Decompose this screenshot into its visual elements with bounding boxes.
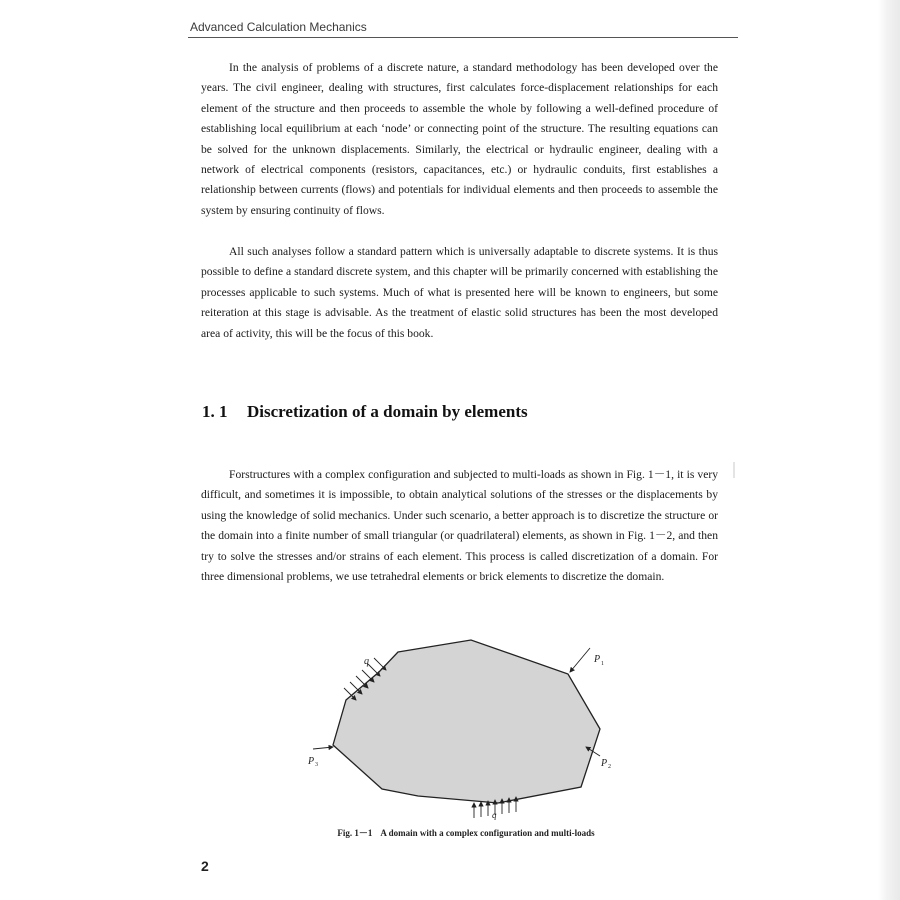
page-number: 2: [201, 858, 209, 874]
paragraph-3: Forstructures with a complex configuration and subjected to multi-loads as shown in Fig. 1－1, it is very difficult, and sometimes it is impossible, to obtain analytical solutions of the stresses or the displacements by using the knowledge of solid mechanics. Under such scenario, a better approach is to discretize the structure or the domain into a finite number of small triangular (or quadrilateral) elements, as shown in Fig. 1－2, and then try to solve the stresses and/or strains of each element. This process is called discretization of a domain. For three dimensional problems, we use tetrahedral elements or brick elements to discretize the domain.: [201, 468, 718, 584]
figure-caption-label: Fig. 1－1: [337, 828, 373, 838]
running-header: Advanced Calculation Mechanics: [190, 20, 367, 34]
force-p3-arrow: [313, 747, 333, 749]
label-p1: P: [594, 654, 601, 665]
label-q-top: q: [364, 656, 369, 667]
section-heading: [202, 402, 528, 422]
paragraph-2: All such analyses follow a standard pattern which is universally adaptable to discrete systems. It is thus possible to define a standard discrete system, and this chapter will be primarily concerned with establishing the processes applicable to such systems. Much of what is presented here will be known to engineers, but some reiteration at this stage is advisable. As the treatment of elastic solid structures has been the most developed area of activity, this will be the focus of this book.: [201, 245, 718, 340]
label-p2: P: [601, 758, 608, 769]
page-edge-shadow: [878, 0, 900, 900]
label-q-bottom: q: [492, 810, 497, 820]
section-title: Discretization of a domain by elements: [247, 402, 528, 421]
label-p2-subscript: 2: [608, 764, 611, 770]
figure-caption: [300, 826, 632, 839]
domain-figure: [298, 632, 638, 822]
header-rule: [188, 37, 738, 38]
section-number: 1. 1: [202, 402, 228, 421]
domain-polygon: [333, 640, 600, 803]
label-p3: P: [308, 756, 315, 767]
label-p3-subscript: 3: [315, 762, 318, 768]
force-p1-arrow: [570, 648, 590, 672]
label-p1-subscript: 1: [601, 661, 604, 667]
figure-caption-text: A domain with a complex configuration and multi-loads: [380, 828, 595, 838]
margin-mark: [733, 462, 735, 478]
paragraph-1: In the analysis of problems of a discrete nature, a standard methodology has been developed over the years. The civil engineer, dealing with structures, first calculates force-displacement relationships for each element of the structure and then proceeds to assemble the whole by following a well-defined procedure of establishing local equilibrium at each ‘node’ or connecting point of the structure. The resulting equations can be solved for the unknown displacements. Similarly, the electrical or hydraulic engineer, dealing with a network of electrical components (resistors, capacitances, etc.) or hydraulic conduits, first establishes a relationship between currents (flows) and potentials for individual elements and then proceeds to assemble the system by ensuring continuity of flows.: [201, 61, 718, 217]
